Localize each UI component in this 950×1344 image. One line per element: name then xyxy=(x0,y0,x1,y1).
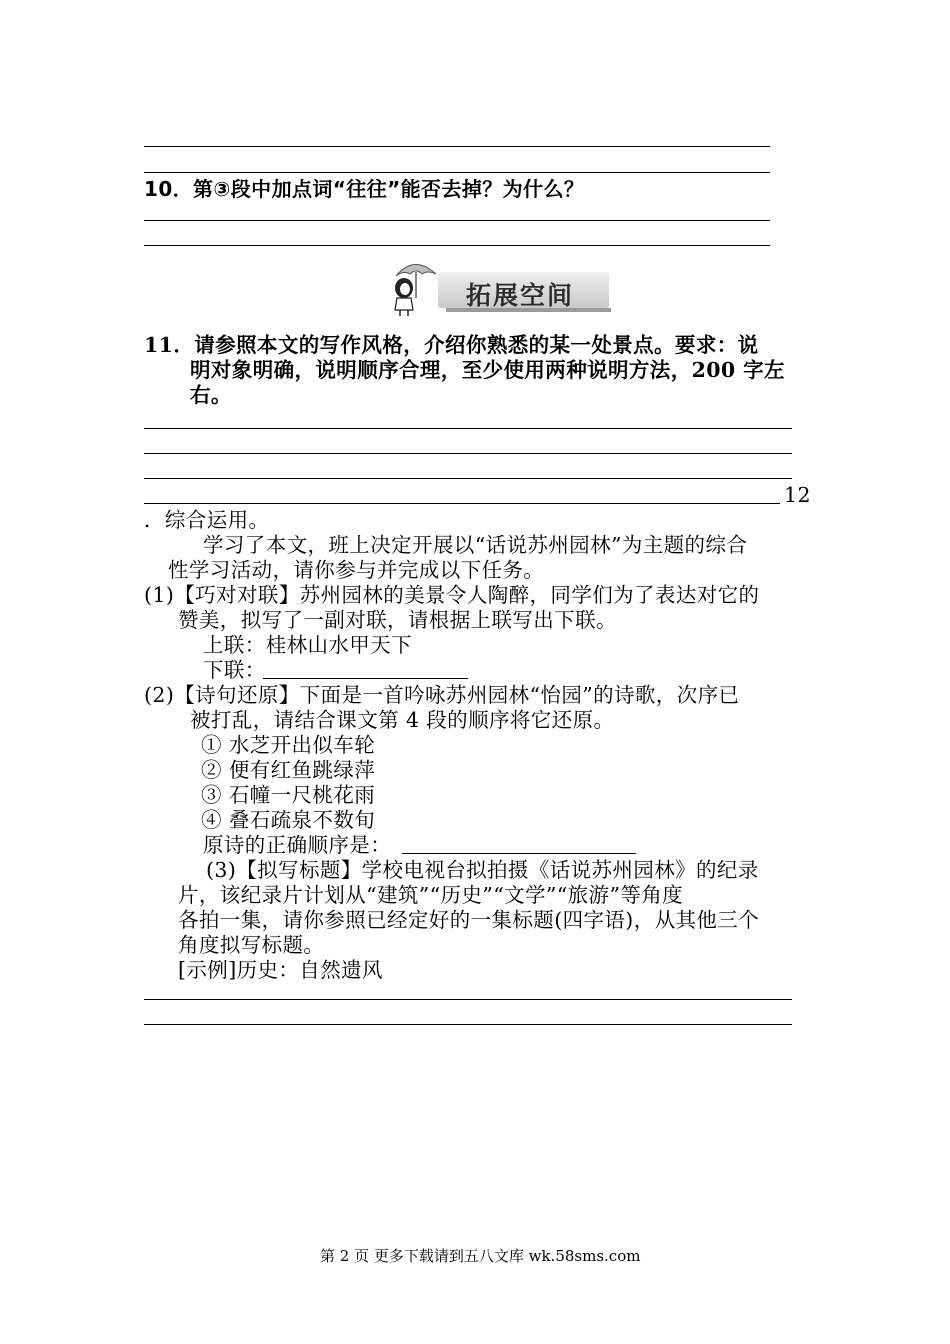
task-3-line: (3)【拟写标题】学校电视台拟拍摄《话说苏州园林》的纪录 xyxy=(206,858,759,882)
task-3-line: 片，该纪录片计划从“建筑”“历史”“文学”“旅游”等角度 xyxy=(178,883,684,907)
task-2-line: 被打乱，请结合课文第 4 段的顺序将它还原。 xyxy=(190,708,615,732)
task-2-line: (2)【诗句还原】下面是一首吟咏苏州园林“怡园”的诗歌，次序已 xyxy=(144,683,740,707)
example-title: [示例]历史：自然遗风 xyxy=(178,958,383,982)
upper-couplet: 上联：桂林山水甲天下 xyxy=(203,633,412,657)
question-12-intro: 学习了本文，班上决定开展以“话说苏州园林”为主题的综合 xyxy=(203,533,748,557)
answer-line[interactable] xyxy=(144,1024,792,1025)
answer-line[interactable] xyxy=(144,428,792,429)
answer-line[interactable] xyxy=(144,220,770,221)
section-title: 拓展空间 xyxy=(466,281,575,310)
question-12-intro: 性学习活动，请你参与并完成以下任务。 xyxy=(168,558,545,582)
answer-line[interactable] xyxy=(144,172,770,173)
task-3-line: 角度拟写标题。 xyxy=(178,933,325,957)
order-blank[interactable] xyxy=(402,853,636,854)
question-12-title: ．综合运用。 xyxy=(144,508,270,532)
girl-with-umbrella-icon xyxy=(382,258,444,318)
question-10: 10．第③段中加点词“往往”能否去掉？为什么？ xyxy=(144,177,585,201)
lower-couplet-blank[interactable] xyxy=(263,678,468,679)
task-3-line: 各拍一集，请你参照已经定好的一集标题(四字语)，从其他三个 xyxy=(178,908,760,932)
lower-couplet-label: 下联： xyxy=(203,658,266,682)
answer-line[interactable] xyxy=(144,503,780,504)
answer-line[interactable] xyxy=(144,453,792,454)
page-footer: 第 2 页 更多下载请到五八文库 wk.58sms.com xyxy=(320,1247,641,1265)
task-1-line: 赞美，拟写了一副对联，请根据上联写出下联。 xyxy=(178,608,617,632)
question-12-number: 12 xyxy=(784,483,811,507)
poem-line: ② 便有红鱼跳绿萍 xyxy=(201,758,376,782)
answer-line[interactable] xyxy=(144,245,770,246)
question-11-line: 右。 xyxy=(190,383,232,407)
task-1-line: (1)【巧对对联】苏州园林的美景令人陶醉，同学们为了表达对它的 xyxy=(144,583,760,607)
answer-line[interactable] xyxy=(144,146,770,147)
question-11-line: 11．请参照本文的写作风格，介绍你熟悉的某一处景点。要求：说 xyxy=(144,333,759,357)
answer-line[interactable] xyxy=(144,478,792,479)
poem-line: ④ 叠石疏泉不数旬 xyxy=(201,808,376,832)
question-11-line: 明对象明确，说明顺序合理，至少使用两种说明方法，200 字左 xyxy=(190,358,785,382)
poem-line: ① 水芝开出似车轮 xyxy=(201,733,376,757)
poem-line: ③ 石幢一尺桃花雨 xyxy=(201,783,376,807)
order-label: 原诗的正确顺序是： xyxy=(203,833,392,857)
answer-line[interactable] xyxy=(144,999,792,1000)
